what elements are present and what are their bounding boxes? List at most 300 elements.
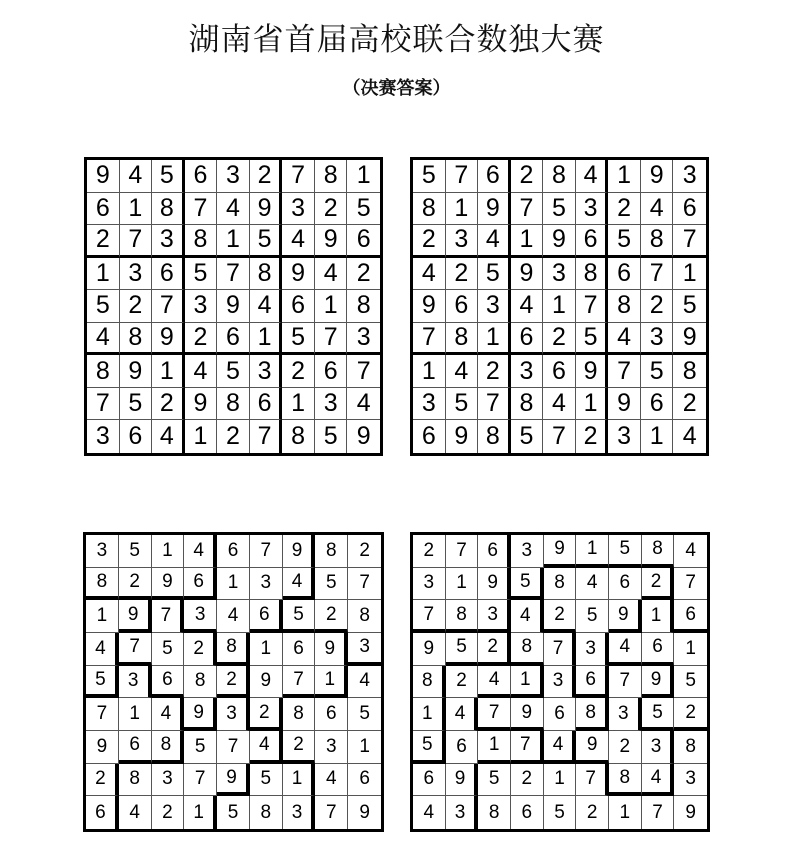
grid-cell: 9 [608,388,641,421]
grid-cell: 6 [86,796,119,829]
grid-cell: 5 [120,388,153,421]
grid-cell: 2 [446,258,479,291]
grid-cell: 8 [185,225,218,258]
grid-cell: 6 [87,193,120,226]
grid-cell: 4 [250,290,283,323]
grid-cell: 8 [478,420,511,453]
grid-cell: 7 [119,633,152,666]
grid-cell: 2 [86,764,119,797]
grid-cell: 3 [642,731,675,764]
grid-cell: 4 [348,666,381,699]
grid-cell: 6 [673,193,706,226]
grid-cell: 5 [282,323,315,356]
sudoku-answer-grid-1 [84,157,383,456]
grid-cell: 1 [184,796,217,829]
grid-cell: 5 [511,420,544,453]
grid-cell: 7 [608,355,641,388]
grid-cell: 1 [217,225,250,258]
grid-cell: 8 [641,225,674,258]
grid-cell: 2 [478,633,511,666]
grid-cell: 4 [347,388,380,421]
grid-cell: 2 [446,666,479,699]
grid-cell: 3 [446,796,479,829]
grid-cell: 9 [250,666,283,699]
grid-cell: 5 [348,698,381,731]
grid-cell: 2 [152,388,185,421]
grid-cell: 9 [152,568,185,601]
grid-cell: 2 [87,225,120,258]
grid-cell: 2 [674,698,707,731]
grid-cell: 9 [413,633,446,666]
grid-cell: 5 [543,193,576,226]
grid-cell: 9 [446,764,479,797]
grid-cell: 8 [446,323,479,356]
grid-cell: 2 [348,535,381,568]
grid-cell: 3 [184,600,217,633]
grid-cell: 3 [347,323,380,356]
grid-cell: 8 [511,633,544,666]
grid-cell: 8 [544,568,577,601]
grid-cell: 3 [282,193,315,226]
grid-cell: 8 [120,323,153,356]
grid-cell: 6 [315,355,348,388]
grid-cell: 5 [511,568,544,601]
grid-cell: 6 [642,633,675,666]
grid-cell: 7 [673,225,706,258]
grid-cell: 3 [478,600,511,633]
grid-cell: 5 [347,193,380,226]
grid-cell: 8 [86,568,119,601]
grid-cell: 7 [576,764,609,797]
grid-cell: 2 [576,796,609,829]
grid-cell: 8 [642,535,675,568]
grid-cell: 9 [315,225,348,258]
grid-cell: 5 [315,420,348,453]
grid-cell: 6 [185,160,218,193]
grid-cell: 2 [544,600,577,633]
grid-cell: 4 [119,796,152,829]
grid-cell: 1 [446,568,479,601]
grid-cell: 1 [283,764,316,797]
grid-cell: 3 [185,290,218,323]
grid-cell: 9 [152,323,185,356]
grid-cell: 3 [544,666,577,699]
grid-cell: 5 [250,764,283,797]
grid-cell: 4 [543,388,576,421]
grid-cell: 2 [119,568,152,601]
grid-cell: 6 [608,258,641,291]
grid-cell: 8 [184,666,217,699]
grid-cell: 5 [86,666,119,699]
grid-cell: 7 [609,666,642,699]
grid-cell: 3 [609,698,642,731]
grid-cell: 2 [641,290,674,323]
grid-cell: 8 [609,764,642,797]
grid-cell: 7 [87,388,120,421]
grid-cell: 1 [119,698,152,731]
grid-cell: 7 [413,323,446,356]
grid-cell: 6 [511,323,544,356]
grid-cell: 9 [544,535,577,568]
grid-cell: 3 [348,633,381,666]
grid-cell: 3 [641,323,674,356]
grid-cell: 2 [511,160,544,193]
grid-cell: 3 [446,225,479,258]
grid-cell: 3 [608,420,641,453]
grid-cell: 5 [544,796,577,829]
sudoku-answer-grid-2 [410,157,709,456]
grid-cell: 5 [576,323,609,356]
grid-cell: 9 [356,422,371,451]
grid-cell: 1 [478,731,511,764]
grid-cell: 4 [682,422,697,451]
grid-cell: 2 [609,731,642,764]
grid-cell: 7 [217,258,250,291]
grid-cell: 5 [119,535,152,568]
grid-cell: 9 [685,801,696,823]
grid-cell: 8 [87,355,120,388]
grid-cell: 4 [674,535,707,568]
grid-cell: 4 [446,698,479,731]
grid-cell: 4 [185,355,218,388]
grid-cell: 6 [674,600,707,633]
grid-cell: 9 [478,193,511,226]
grid-cell: 9 [609,600,642,633]
grid-cell: 2 [673,388,706,421]
grid-cell: 9 [543,225,576,258]
grid-cell: 1 [87,258,120,291]
grid-cell: 4 [641,193,674,226]
grid-cell: 7 [86,698,119,731]
grid-cell: 3 [152,225,185,258]
grid-cell: 2 [184,633,217,666]
grid-cell: 4 [576,160,609,193]
grid-cell: 9 [576,355,609,388]
grid-cell: 4 [217,193,250,226]
grid-cell: 3 [217,160,250,193]
grid-cell: 1 [185,420,218,453]
grid-cell: 5 [184,731,217,764]
grid-cell: 8 [119,764,152,797]
grid-cell: 7 [446,535,479,568]
grid-cell: 4 [544,731,577,764]
grid-cell: 9 [217,290,250,323]
grid-cell: 1 [674,633,707,666]
grid-cell: 7 [185,193,218,226]
grid-cell: 1 [446,193,479,226]
grid-cell: 7 [511,193,544,226]
grid-cell: 1 [120,193,153,226]
grid-cell: 5 [576,600,609,633]
grid-cell: 5 [152,160,185,193]
grid-cell: 7 [315,796,348,829]
grid-cell: 3 [217,698,250,731]
grid-cell: 5 [673,290,706,323]
grid-cell: 2 [511,764,544,797]
grid-cell: 1 [282,388,315,421]
grid-cell: 2 [413,225,446,258]
grid-cell: 4 [413,258,446,291]
grid-cell: 1 [217,568,250,601]
grid-cell: 2 [315,600,348,633]
grid-cell: 7 [152,290,185,323]
grid-cell: 5 [446,633,479,666]
grid-cell: 3 [413,388,446,421]
grid-cell: 8 [413,666,446,699]
grid-cell: 7 [642,796,675,829]
grid-cell: 4 [184,535,217,568]
grid-cell: 7 [544,633,577,666]
grid-cell: 9 [641,160,674,193]
grid-cell: 1 [152,535,185,568]
grid-cell: 8 [478,796,511,829]
grid-cell: 7 [347,355,380,388]
grid-cell: 4 [576,568,609,601]
grid-cell: 6 [152,666,185,699]
grid-cell: 3 [119,666,152,699]
grid-cell: 1 [315,666,348,699]
grid-cell: 4 [86,633,119,666]
grid-cell: 6 [641,388,674,421]
grid-cell: 8 [283,698,316,731]
grid-cell: 9 [217,764,250,797]
grid-cell: 7 [250,535,283,568]
grid-cell: 6 [576,225,609,258]
grid-cell: 5 [315,568,348,601]
grid-cell: 2 [642,568,675,601]
grid-cell: 3 [413,568,446,601]
grid-cell: 2 [217,420,250,453]
grid-cell: 7 [511,731,544,764]
grid-cell: 4 [609,633,642,666]
grid-cell: 1 [315,290,348,323]
grid-cell: 3 [315,731,348,764]
grid-cell: 5 [152,633,185,666]
grid-cell: 1 [608,160,641,193]
grid-cell: 9 [87,160,120,193]
grid-cell: 8 [347,290,380,323]
grid-cell: 2 [576,420,609,453]
grid-cell: 6 [217,323,250,356]
grid-cell: 9 [446,420,479,453]
grid-cell: 5 [413,731,446,764]
grid-cell: 8 [282,420,315,453]
grid-cell: 2 [543,323,576,356]
grid-cell: 6 [544,698,577,731]
grid-cell: 7 [250,420,283,453]
grid-cell: 1 [543,290,576,323]
grid-cell: 3 [250,568,283,601]
grid-cell: 9 [576,731,609,764]
grid-cell: 9 [359,801,370,823]
grid-cell: 2 [217,666,250,699]
grid-cell: 6 [478,535,511,568]
grid-cell: 2 [185,323,218,356]
grid-cell: 1 [348,731,381,764]
grid-cell: 8 [315,535,348,568]
grid-cell: 4 [120,160,153,193]
grid-cell: 9 [250,193,283,226]
grid-cell: 9 [413,290,446,323]
grid-cell: 9 [511,698,544,731]
grid-cell: 1 [347,160,380,193]
grid-cell: 8 [250,258,283,291]
grid-cell: 3 [543,258,576,291]
grid-cell: 7 [446,160,479,193]
grid-cell: 2 [152,796,185,829]
grid-cell: 5 [217,355,250,388]
grid-cell: 7 [283,666,316,699]
grid-cell: 6 [446,290,479,323]
grid-cell: 1 [511,666,544,699]
grid-cell: 8 [576,258,609,291]
grid-cell: 3 [478,290,511,323]
grid-cell: 7 [478,388,511,421]
grid-cell: 3 [120,258,153,291]
grid-cell: 9 [478,568,511,601]
grid-cell: 8 [446,600,479,633]
grid-cell: 9 [642,666,675,699]
grid-cell: 7 [478,698,511,731]
grid-cell: 6 [413,764,446,797]
grid-cell: 8 [511,388,544,421]
grid-cell: 6 [315,698,348,731]
grid-cell: 6 [478,160,511,193]
grid-cell: 8 [250,796,283,829]
grid-cell: 1 [544,764,577,797]
grid-cell: 2 [478,355,511,388]
grid-cell: 9 [673,323,706,356]
grid-cell: 1 [641,420,674,453]
grid-cell: 1 [250,323,283,356]
grid-cell: 6 [282,290,315,323]
grid-cell: 7 [413,600,446,633]
grid-cell: 4 [282,225,315,258]
grid-cell: 1 [576,388,609,421]
grid-cell: 2 [608,193,641,226]
grid-cell: 1 [86,600,119,633]
grid-cell: 4 [87,323,120,356]
grid-cell: 7 [641,258,674,291]
grid-cell: 2 [315,193,348,226]
grid-cell: 7 [217,731,250,764]
grid-cell: 5 [250,225,283,258]
grid-cell: 2 [250,160,283,193]
grid-cell: 4 [315,764,348,797]
grid-cell: 8 [152,193,185,226]
page-title: 湖南省首届高校联合数独大赛 [188,22,605,58]
grid-cell: 4 [315,258,348,291]
grid-cell: 7 [543,420,576,453]
grid-cell: 6 [119,731,152,764]
grid-cell: 1 [478,323,511,356]
grid-cell: 5 [478,764,511,797]
grid-cell: 9 [511,258,544,291]
grid-cell: 4 [511,290,544,323]
grid-cell: 7 [184,764,217,797]
grid-cell: 2 [250,698,283,731]
grid-cell: 2 [283,731,316,764]
grid-cell: 3 [674,764,707,797]
grid-cell: 3 [86,535,119,568]
grid-cell: 5 [413,160,446,193]
grid-cell: 3 [511,535,544,568]
grid-cell: 9 [119,600,152,633]
grid-cell: 2 [282,355,315,388]
grid-cell: 7 [120,225,153,258]
grid-cell: 5 [642,698,675,731]
grid-cell: 7 [348,568,381,601]
grid-cell: 5 [185,258,218,291]
grid-cell: 8 [348,600,381,633]
grid-cell: 7 [152,600,185,633]
grid-cell: 3 [315,388,348,421]
grid-cell: 1 [413,355,446,388]
grid-cell: 4 [511,600,544,633]
grid-cell: 9 [184,698,217,731]
grid-cell: 9 [283,535,316,568]
grid-cell: 5 [217,796,250,829]
grid-cell: 8 [315,160,348,193]
grid-cell: 1 [609,796,642,829]
grid-cell: 6 [217,535,250,568]
grid-cell: 8 [576,698,609,731]
grid-cell: 6 [348,764,381,797]
grid-cell: 4 [642,764,675,797]
grid-cell: 1 [673,258,706,291]
grid-cell: 6 [347,225,380,258]
grid-cell: 6 [609,568,642,601]
grid-cell: 3 [250,355,283,388]
grid-cell: 6 [250,600,283,633]
grid-cell: 5 [283,600,316,633]
grid-cell: 8 [543,160,576,193]
grid-cell: 9 [315,633,348,666]
grid-cell: 1 [413,698,446,731]
grid-cell: 5 [478,258,511,291]
grid-cell: 5 [446,388,479,421]
grid-cell: 6 [413,420,446,453]
grid-cell: 4 [152,698,185,731]
grid-cell: 1 [576,535,609,568]
grid-cell: 6 [152,258,185,291]
grid-cell: 5 [609,535,642,568]
grid-cell: 9 [185,388,218,421]
grid-cell: 9 [282,258,315,291]
grid-cell: 2 [413,535,446,568]
grid-cell: 8 [608,290,641,323]
grid-cell: 4 [413,796,446,829]
grid-cell: 8 [152,731,185,764]
grid-cell: 2 [120,290,153,323]
grid-cell: 3 [152,764,185,797]
grid-cell: 6 [120,420,153,453]
grid-cell: 8 [413,193,446,226]
grid-cell: 1 [250,633,283,666]
grid-cell: 6 [250,388,283,421]
jigsaw-answer-grid-4 [410,532,710,832]
grid-cell: 1 [152,355,185,388]
grid-cell: 4 [283,568,316,601]
grid-cell: 4 [478,225,511,258]
grid-cell: 4 [478,666,511,699]
grid-cell: 8 [217,633,250,666]
grid-cell: 1 [642,600,675,633]
grid-cell: 5 [674,666,707,699]
grid-cell: 8 [217,388,250,421]
grid-cell: 7 [282,160,315,193]
grid-cell: 8 [673,355,706,388]
